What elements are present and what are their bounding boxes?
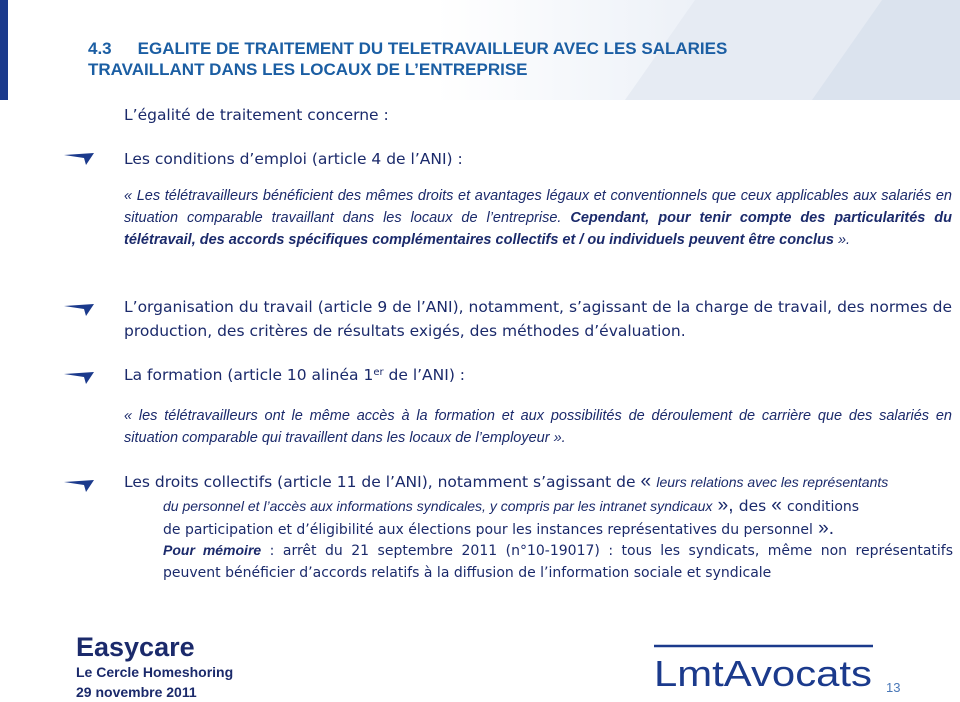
quote-mark: ». bbox=[812, 518, 835, 539]
svg-text:LmtAvocats: LmtAvocats bbox=[654, 653, 872, 692]
arrow-bullet-icon bbox=[64, 480, 94, 492]
arrow-bullet-icon bbox=[64, 372, 94, 384]
intro-text: L’égalité de traitement concerne : bbox=[124, 106, 389, 124]
footer-date: 29 novembre 2011 bbox=[76, 684, 197, 700]
quote-mark: », bbox=[712, 495, 739, 516]
item4-des: des bbox=[738, 497, 772, 515]
item3-heading bbox=[124, 363, 465, 387]
memo-text: : arrêt du 21 septembre 2011 (n°10-19017) : tous les syndicats, même non représentatifs peuvent bénéficier d’accords relatifs à la diffusion de l’information sociale et syndicale bbox=[163, 543, 954, 581]
item1-quote-bold: Cependant, pour tenir compte des particularités du télétravail, des accords spécifiques complémentaires collectifs et / ou individuels peuvent être conclus bbox=[124, 210, 952, 248]
item4-quote2-a: conditions bbox=[787, 499, 860, 515]
page-number: 13 bbox=[886, 680, 901, 695]
item4-lead: Les droits collectifs (article 11 de l’ANI), notamment s’agissant de bbox=[124, 473, 641, 491]
item1-quote bbox=[124, 185, 952, 251]
item4-line2 bbox=[163, 494, 953, 519]
lmt-avocats-logo bbox=[652, 640, 875, 692]
item4-memo bbox=[163, 539, 953, 584]
item4-quote1-b: du personnel et l’accès aux informations syndicales, y compris par les intranet syndicaux bbox=[163, 498, 713, 514]
item4-quote2-b: de participation et d’éligibilité aux élections pour les instances représentatives du personnel bbox=[163, 522, 813, 538]
section-number: 4.3 bbox=[88, 39, 112, 58]
arrow-bullet-icon bbox=[64, 304, 94, 316]
title-line-2: TRAVAILLANT DANS LES LOCAUX DE L’ENTREPRISE bbox=[88, 60, 528, 79]
title-line-1: EGALITE DE TRAITEMENT DU TELETRAVAILLEUR AVEC LES SALARIES bbox=[137, 39, 728, 58]
item4-quote1-a: leurs relations avec les représentants bbox=[656, 474, 889, 490]
arrow-bullet-icon bbox=[64, 153, 94, 165]
item3-quote: « les télétravailleurs ont le même accès à la formation et aux possibilités de déroulement de carrière que des salariés en situation comparable qui travaillent dans les locaux de l’employeur ». bbox=[124, 408, 952, 446]
quote-mark: « bbox=[640, 471, 657, 492]
item3-heading-pre: La formation (article 10 alinéa 1 bbox=[124, 366, 374, 384]
left-accent-bar bbox=[0, 0, 8, 100]
page-title bbox=[88, 38, 878, 80]
footer-title: Easycare bbox=[76, 632, 195, 662]
memo-label: Pour mémoire bbox=[163, 542, 262, 558]
item2-text: L’organisation du travail (article 9 de l’ANI), notamment, s’agissant de la charge de travail, des normes de production, des critères de résultats exigés, des méthodes d’évaluation. bbox=[124, 298, 952, 340]
item1-heading: Les conditions d’emploi (article 4 de l’ANI) : bbox=[124, 150, 463, 168]
item1-quote-plain: « Les télétravailleurs bénéficient des mêmes droits et avantages légaux et conventionnels que ceux applicables aux salariés en situation comparable travaillant dans les locaux de l’entreprise. bbox=[124, 188, 952, 226]
quote-mark: « bbox=[771, 495, 788, 516]
item4-line1 bbox=[124, 470, 952, 494]
footer-subtitle: Le Cercle Homeshoring bbox=[76, 664, 234, 680]
item1-quote-end: ». bbox=[833, 232, 851, 248]
item3-heading-sup: er bbox=[373, 367, 384, 378]
item3-heading-post: de l’ANI) : bbox=[383, 366, 466, 384]
